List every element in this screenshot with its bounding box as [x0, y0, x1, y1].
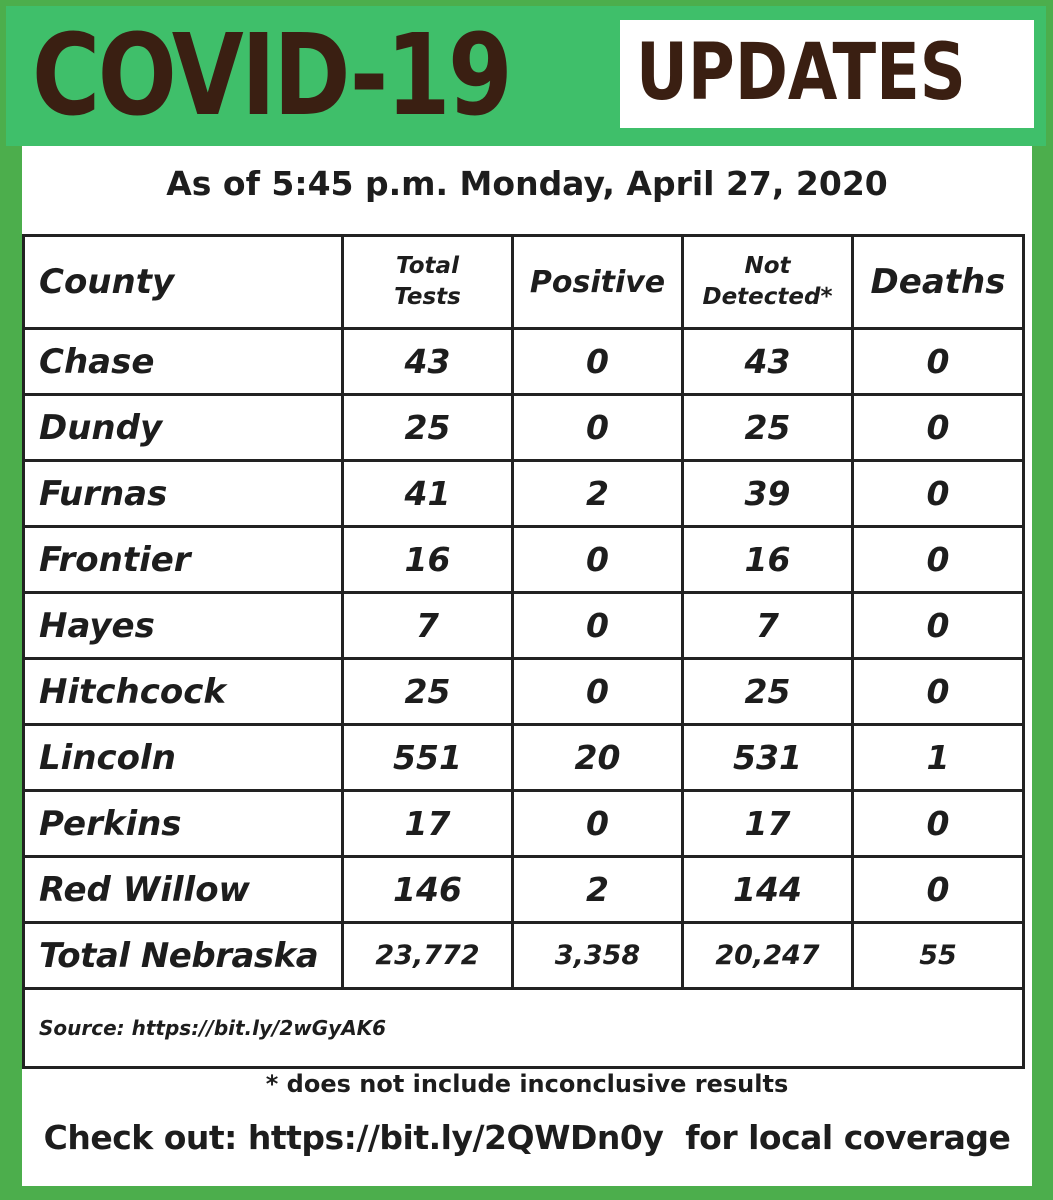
title-covid: COVID-19 [32, 11, 511, 141]
deaths-total-cell: 55 [853, 923, 1024, 989]
not-detected-cell: 17 [683, 791, 853, 857]
not-detected-cell: 39 [683, 461, 853, 527]
total-tests-cell: 25 [343, 659, 513, 725]
deaths-cell: 0 [853, 461, 1024, 527]
county-cell: Perkins [24, 791, 343, 857]
deaths-cell: 0 [853, 791, 1024, 857]
total-tests-cell: 25 [343, 395, 513, 461]
total-tests-cell: 16 [343, 527, 513, 593]
table-row [24, 395, 1024, 461]
total-tests-cell: 551 [343, 725, 513, 791]
table-row [24, 857, 1024, 923]
updates-box [620, 20, 1034, 128]
table-row [24, 659, 1024, 725]
table-row [24, 329, 1024, 395]
deaths-cell: 0 [853, 329, 1024, 395]
table-row [24, 593, 1024, 659]
not-detected-cell: 25 [683, 395, 853, 461]
deaths-cell: 1 [853, 725, 1024, 791]
county-cell: Hayes [24, 593, 343, 659]
county-cell: Red Willow [24, 857, 343, 923]
deaths-cell: 0 [853, 395, 1024, 461]
total-tests-cell: 7 [343, 593, 513, 659]
table-row [24, 791, 1024, 857]
total-tests-cell: 43 [343, 329, 513, 395]
county-cell: Hitchcock [24, 659, 343, 725]
not-detected-cell: 43 [683, 329, 853, 395]
total-county-cell: Total Nebraska [24, 923, 343, 989]
header-county: County [24, 236, 343, 329]
table-header-row [24, 236, 1024, 329]
positive-cell: 0 [513, 791, 683, 857]
not-detected-cell: 531 [683, 725, 853, 791]
header-deaths: Deaths [853, 236, 1024, 329]
source-text: Source: https://bit.ly/2wGyAK6 [24, 989, 1024, 1068]
total-tests-total-cell: 23,772 [343, 923, 513, 989]
positive-cell: 20 [513, 725, 683, 791]
total-tests-cell: 41 [343, 461, 513, 527]
positive-cell: 0 [513, 527, 683, 593]
positive-cell: 0 [513, 329, 683, 395]
header-not-detected-label: Not Detected* [702, 252, 833, 310]
table-row [24, 461, 1024, 527]
county-cell: Frontier [24, 527, 343, 593]
header-positive: Positive [513, 236, 683, 329]
county-cell: Lincoln [24, 725, 343, 791]
header-not-detected [683, 236, 853, 329]
deaths-cell: 0 [853, 659, 1024, 725]
header-total-tests [343, 236, 513, 329]
positive-cell: 0 [513, 659, 683, 725]
county-cell: Chase [24, 329, 343, 395]
header-banner [6, 6, 1046, 146]
title-updates: UPDATES [636, 28, 966, 118]
not-detected-cell: 25 [683, 659, 853, 725]
not-detected-cell: 144 [683, 857, 853, 923]
table-row [24, 725, 1024, 791]
positive-cell: 2 [513, 857, 683, 923]
not-detected-cell: 16 [683, 527, 853, 593]
source-row [24, 989, 1024, 1068]
positive-cell: 2 [513, 461, 683, 527]
positive-cell: 0 [513, 593, 683, 659]
covid-table [22, 234, 1025, 1069]
header-total-tests-label: Total Tests [394, 252, 461, 310]
checkout-link-text: Check out: https://bit.ly/2QWDn0y for local coverage [43, 1118, 1011, 1157]
positive-total-cell: 3,358 [513, 923, 683, 989]
not-detected-cell: 7 [683, 593, 853, 659]
date-line: As of 5:45 p.m. Monday, April 27, 2020 [166, 164, 888, 203]
deaths-cell: 0 [853, 857, 1024, 923]
total-row [24, 923, 1024, 989]
deaths-cell: 0 [853, 527, 1024, 593]
total-tests-cell: 17 [343, 791, 513, 857]
county-cell: Dundy [24, 395, 343, 461]
total-tests-cell: 146 [343, 857, 513, 923]
deaths-cell: 0 [853, 593, 1024, 659]
content-panel [22, 146, 1032, 1186]
not-detected-total-cell: 20,247 [683, 923, 853, 989]
county-cell: Furnas [24, 461, 343, 527]
table-row [24, 527, 1024, 593]
positive-cell: 0 [513, 395, 683, 461]
footnote: * does not include inconclusive results [265, 1070, 789, 1098]
